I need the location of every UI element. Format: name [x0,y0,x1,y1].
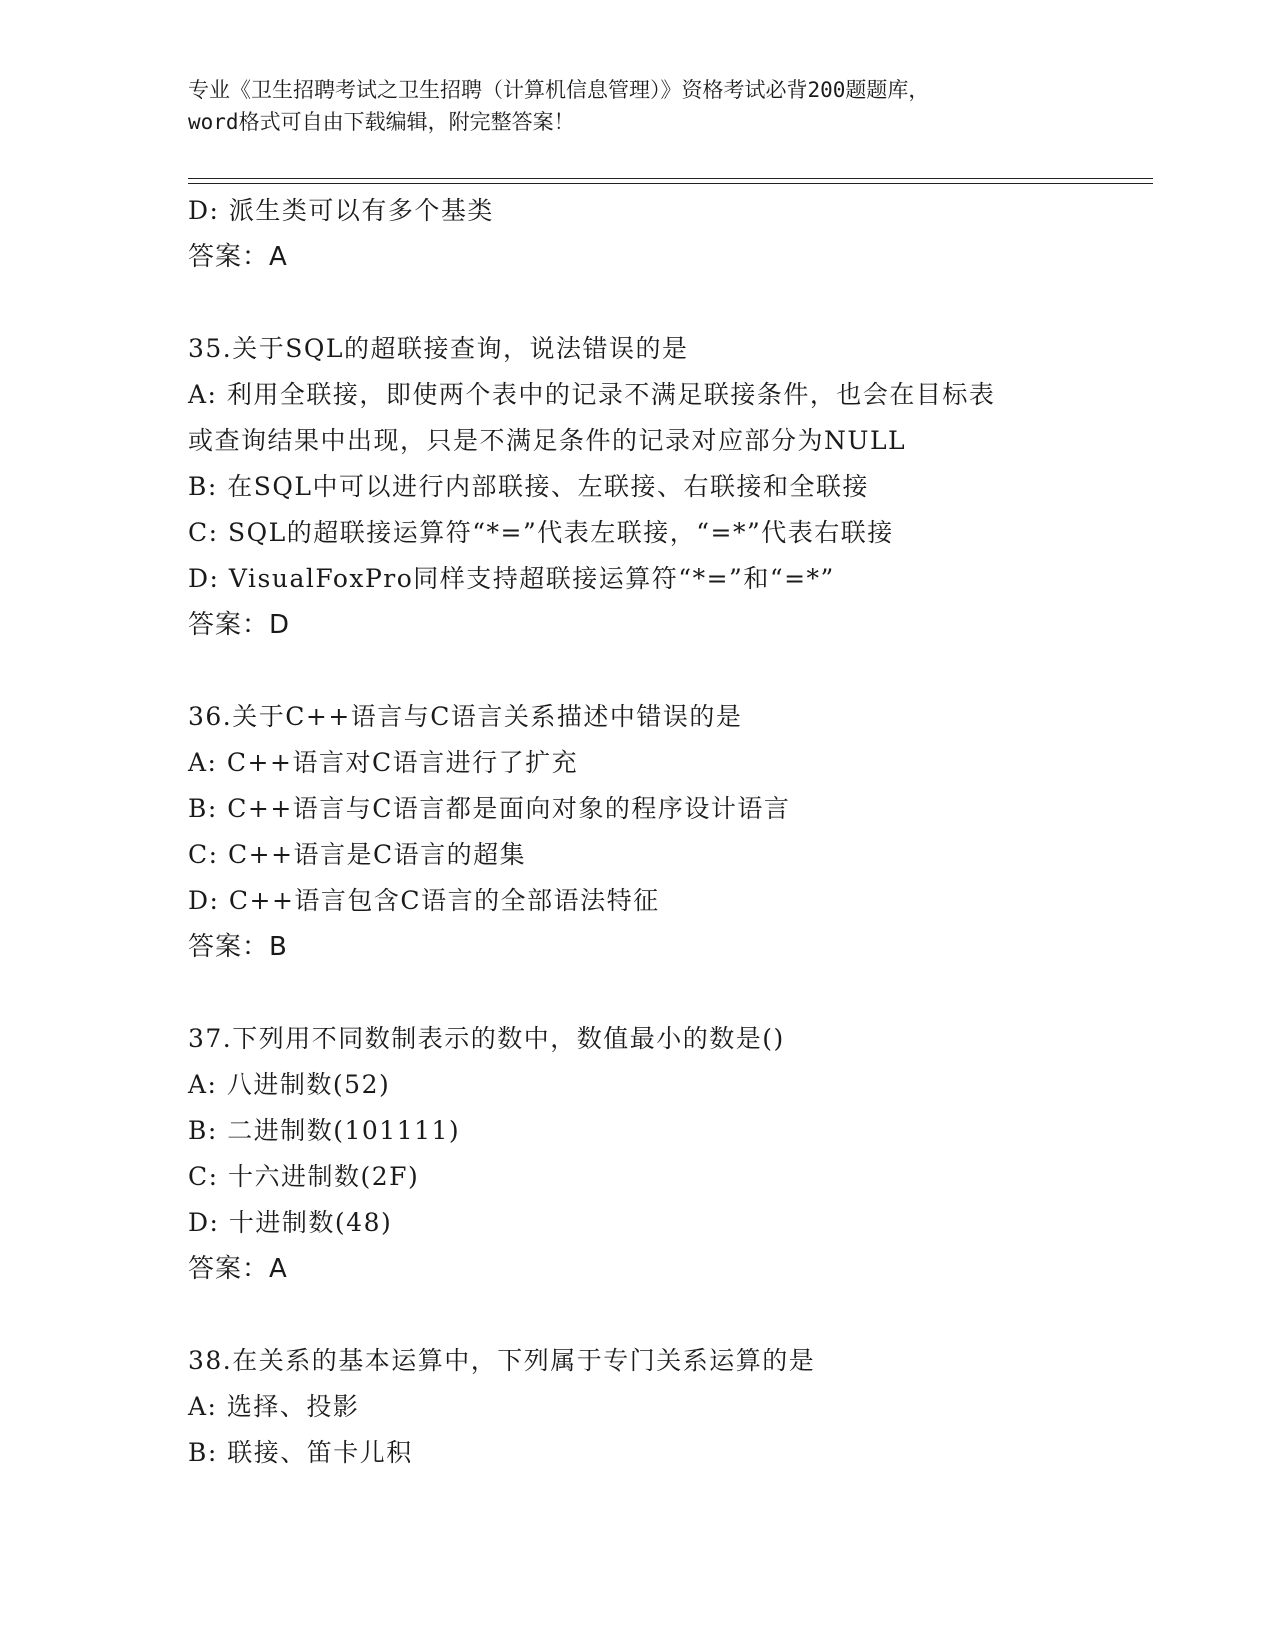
question-line: 37.下列用不同数制表示的数中，数值最小的数是() [188,1024,785,1053]
question-line: B: 在SQL中可以进行内部联接、左联接、右联接和全联接 [188,472,869,501]
question-line: A: 八进制数(52) [188,1070,391,1099]
question-line: B: C++语言与C语言都是面向对象的程序设计语言 [188,794,791,823]
question-line: 36.关于C++语言与C语言关系描述中错误的是 [188,702,743,731]
question-content [188,188,1153,1476]
question-line: D: 十进制数(48) [188,1208,393,1237]
question-line: D: VisualFoxPro同样支持超联接运算符“*=”和“=*” [188,564,835,593]
header-line-1: 专业《卫生招聘考试之卫生招聘（计算机信息管理）》资格考试必背200题题库， [188,78,930,102]
question-line: D: 派生类可以有多个基类 [188,196,494,225]
header-line-2: word格式可自由下载编辑，附完整答案！ [188,110,575,134]
question-line: A: C++语言对C语言进行了扩充 [188,748,579,777]
question-line: B: 联接、笛卡儿积 [188,1438,413,1467]
answer-line: 答案：D [188,610,291,640]
question-line: C: SQL的超联接运算符“*=”代表左联接，“=*”代表右联接 [188,518,894,547]
spacer [188,648,1153,694]
document-header [188,74,1088,138]
question-line: B: 二进制数(101111) [188,1116,461,1145]
question-line: C: C++语言是C语言的超集 [188,840,527,869]
question-line: 或查询结果中出现，只是不满足条件的记录对应部分为NULL [188,426,907,455]
answer-line: 答案：A [188,1254,288,1284]
question-line: C: 十六进制数(2F) [188,1162,420,1191]
spacer [188,1292,1153,1338]
question-line: 38.在关系的基本运算中，下列属于专门关系运算的是 [188,1346,816,1375]
header-divider-bottom [188,183,1153,184]
question-line: D: C++语言包含C语言的全部语法特征 [188,886,660,915]
header-divider-top [188,178,1153,179]
question-line: A: 利用全联接，即使两个表中的记录不满足联接条件，也会在目标表 [188,380,996,409]
question-line: A: 选择、投影 [188,1392,360,1421]
spacer [188,970,1153,1016]
question-line: 35.关于SQL的超联接查询，说法错误的是 [188,334,689,363]
spacer [188,280,1153,326]
answer-line: 答案：A [188,242,288,272]
answer-line: 答案：B [188,932,288,962]
